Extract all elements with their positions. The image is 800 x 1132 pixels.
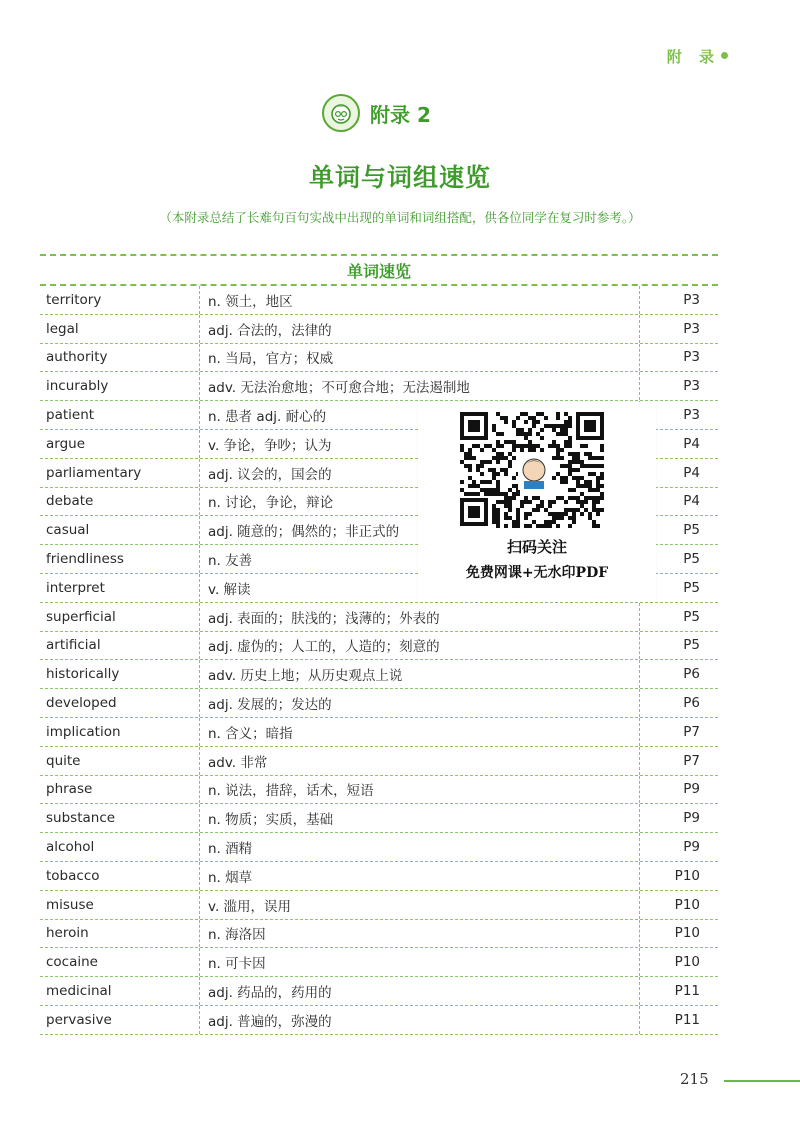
table-row xyxy=(40,603,718,632)
page-ref-cell: P7 xyxy=(683,723,700,740)
word-cell: developed xyxy=(40,689,200,717)
table-row xyxy=(40,689,718,718)
word-cell: historically xyxy=(40,660,200,688)
table-row xyxy=(40,1006,718,1035)
page-ref-cell: P10 xyxy=(674,867,700,884)
qr-caption-offer: 免费网课+无水印PDF xyxy=(465,565,609,581)
page-ref-cell: P5 xyxy=(683,522,700,539)
table-row xyxy=(40,776,718,805)
definition-cell: adj. 药品的，药用的 xyxy=(200,977,640,1005)
page-number-rule xyxy=(724,1080,800,1082)
table-row xyxy=(40,862,718,891)
page-ref-cell: P11 xyxy=(674,1011,700,1028)
definition-cell: n. 含义；暗指 xyxy=(200,718,640,746)
page-ref-cell: P5 xyxy=(683,637,700,654)
table-row xyxy=(40,977,718,1006)
page-ref-cell: P10 xyxy=(674,954,700,971)
table-row xyxy=(40,833,718,862)
word-cell: friendliness xyxy=(40,545,200,573)
definition-cell: n. 物质；实质，基础 xyxy=(200,804,640,832)
word-cell: heroin xyxy=(40,920,200,948)
page-ref-cell: P4 xyxy=(683,435,700,452)
page-ref-cell: P11 xyxy=(674,983,700,1000)
definition-cell: adj. 议会的，国会的 xyxy=(200,459,640,487)
word-cell: incurably xyxy=(40,372,200,400)
page-ref-cell: P3 xyxy=(683,407,700,424)
definition-cell: n. 烟草 xyxy=(200,862,640,890)
definition-cell: n. 酒精 xyxy=(200,833,640,861)
definition-cell: n. 当局，官方；权威 xyxy=(200,344,640,372)
word-cell: quite xyxy=(40,747,200,775)
qr-overlay xyxy=(418,402,656,602)
word-cell: implication xyxy=(40,718,200,746)
definition-cell: n. 可卡因 xyxy=(200,948,640,976)
word-cell: argue xyxy=(40,430,200,458)
definition-cell: n. 患者 adj. 耐心的 xyxy=(200,401,640,429)
table-section-header: 单词速览 xyxy=(40,254,718,286)
page-ref-cell: P10 xyxy=(674,896,700,913)
word-cell: pervasive xyxy=(40,1006,200,1034)
definition-cell: adj. 发展的；发达的 xyxy=(200,689,640,717)
page-ref-cell: P6 xyxy=(683,666,700,683)
page-ref-cell: P6 xyxy=(683,695,700,712)
qr-code-icon[interactable] xyxy=(460,412,606,528)
table-row xyxy=(40,948,718,977)
table-row xyxy=(40,372,718,401)
qr-caption-follow: 扫码关注 xyxy=(506,538,567,556)
word-cell: interpret xyxy=(40,574,200,602)
word-cell: parliamentary xyxy=(40,459,200,487)
word-cell: casual xyxy=(40,516,200,544)
definition-cell: adv. 历史上地；从历史观点上说 xyxy=(200,660,640,688)
section-tag-dot xyxy=(721,52,728,59)
word-cell: alcohol xyxy=(40,833,200,861)
table-row xyxy=(40,632,718,661)
word-cell: superficial xyxy=(40,603,200,631)
table-row xyxy=(40,920,718,949)
student-avatar-icon xyxy=(322,94,360,132)
definition-cell: adj. 虚伪的；人工的，人造的；刻意的 xyxy=(200,632,640,660)
word-cell: territory xyxy=(40,286,200,314)
word-cell: patient xyxy=(40,401,200,429)
definition-cell: adv. 无法治愈地；不可愈合地；无法遏制地 xyxy=(200,372,640,400)
definition-cell: n. 友善 xyxy=(200,545,640,573)
definition-cell: n. 讨论，争论，辩论 xyxy=(200,488,640,516)
definition-cell: adj. 普遍的，弥漫的 xyxy=(200,1006,640,1034)
page-ref-cell: P3 xyxy=(683,349,700,366)
definition-cell: adj. 表面的；肤浅的；浅薄的；外表的 xyxy=(200,603,640,631)
page-ref-cell: P7 xyxy=(683,752,700,769)
page-ref-cell: P5 xyxy=(683,608,700,625)
page-ref-cell: P4 xyxy=(683,493,700,510)
page-number: 215 xyxy=(680,1070,709,1088)
word-cell: medicinal xyxy=(40,977,200,1005)
definition-cell: adj. 合法的，法律的 xyxy=(200,315,640,343)
word-cell: debate xyxy=(40,488,200,516)
page-title: 单词与词组速览 xyxy=(308,163,491,192)
definition-cell: n. 海洛因 xyxy=(200,920,640,948)
table-row xyxy=(40,718,718,747)
word-cell: cocaine xyxy=(40,948,200,976)
table-row xyxy=(40,286,718,315)
page-ref-cell: P9 xyxy=(683,810,700,827)
table-row xyxy=(40,344,718,373)
page-ref-cell: P4 xyxy=(683,464,700,481)
table-row xyxy=(40,891,718,920)
page-ref-cell: P9 xyxy=(683,781,700,798)
page-ref-cell: P3 xyxy=(683,291,700,308)
definition-cell: adv. 非常 xyxy=(200,747,640,775)
word-cell: authority xyxy=(40,344,200,372)
word-cell: artificial xyxy=(40,632,200,660)
word-cell: legal xyxy=(40,315,200,343)
page-ref-cell: P9 xyxy=(683,839,700,856)
word-cell: substance xyxy=(40,804,200,832)
word-cell: tobacco xyxy=(40,862,200,890)
table-row xyxy=(40,804,718,833)
word-cell: phrase xyxy=(40,776,200,804)
definition-cell: v. 滥用，误用 xyxy=(200,891,640,919)
page-subtitle: （本附录总结了长难句百句实战中出现的单词和词组搭配，供各位同学在复习时参考。） xyxy=(159,210,641,225)
vocabulary-table xyxy=(40,254,718,1035)
definition-cell: v. 争论，争吵；认为 xyxy=(200,430,640,458)
page-ref-cell: P5 xyxy=(683,551,700,568)
definition-cell: n. 说法，措辞，话术，短语 xyxy=(200,776,640,804)
table-body xyxy=(40,286,718,1035)
page-ref-cell: P3 xyxy=(683,320,700,337)
definition-cell: adj. 随意的；偶然的；非正式的 xyxy=(200,516,640,544)
word-cell: misuse xyxy=(40,891,200,919)
page-ref-cell: P3 xyxy=(683,378,700,395)
appendix-heading xyxy=(322,94,431,132)
table-row xyxy=(40,660,718,689)
definition-cell: n. 领土，地区 xyxy=(200,286,640,314)
section-tag: 附 录 xyxy=(666,48,720,66)
page-ref-cell: P5 xyxy=(683,579,700,596)
page-ref-cell: P10 xyxy=(674,925,700,942)
definition-cell: v. 解读 xyxy=(200,574,640,602)
appendix-label: 附录 2 xyxy=(370,102,431,127)
table-row xyxy=(40,747,718,776)
table-row xyxy=(40,315,718,344)
